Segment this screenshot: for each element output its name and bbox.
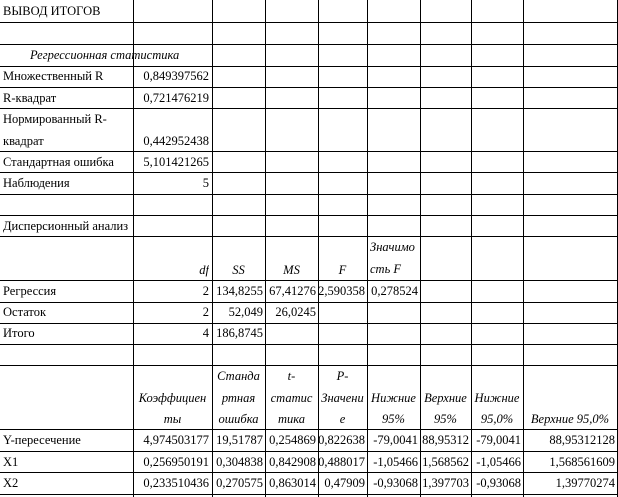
coef-header: Станда xyxy=(217,370,260,383)
anova-title: Дисперсионный анализ xyxy=(3,220,129,233)
coef-header: тика xyxy=(277,413,306,426)
coef-cell: -79,0041 xyxy=(476,434,521,447)
stat-value: 0,442952438 xyxy=(143,135,209,148)
grid-line xyxy=(0,215,618,216)
stat-label: Множественный R xyxy=(3,70,104,83)
coef-cell: 19,51787 xyxy=(216,434,263,447)
grid-line xyxy=(0,44,618,45)
coef-cell: 1,568562 xyxy=(422,456,469,469)
coef-header: t- xyxy=(287,370,296,383)
coef-cell: -0,93068 xyxy=(476,477,521,490)
anova-header-ms: MS xyxy=(283,264,300,277)
coef-cell: 88,95312128 xyxy=(549,434,615,447)
grid-line xyxy=(0,344,618,345)
grid-line xyxy=(0,323,618,324)
coef-cell: -1,05466 xyxy=(373,456,418,469)
stat-value: 0,849397562 xyxy=(143,70,209,83)
grid-line xyxy=(0,365,618,366)
regression-stats-header: Регрессионная статистика xyxy=(30,49,180,62)
coef-cell: 0,488017 xyxy=(318,456,365,469)
coef-header: Нижние xyxy=(474,392,520,405)
anova-cell: 2 xyxy=(202,285,209,298)
coef-header: ошибка xyxy=(218,413,259,426)
anova-row-label: Остаток xyxy=(3,306,47,319)
anova-cell: 134,8255 xyxy=(216,285,263,298)
coef-header: ты xyxy=(163,413,182,426)
anova-header-significance: сть F xyxy=(370,263,402,276)
coef-cell: -0,93068 xyxy=(373,477,418,490)
coef-header: 95% xyxy=(434,413,457,426)
grid-line xyxy=(0,302,618,303)
coef-cell: 4,974503177 xyxy=(143,434,209,447)
coef-cell: 0,47909 xyxy=(324,477,365,490)
grid-line xyxy=(0,151,618,152)
coef-header: 95,0% xyxy=(480,413,514,426)
anova-cell: 186,8745 xyxy=(216,327,263,340)
coef-header: Верхние xyxy=(424,392,467,405)
anova-cell: 26,0245 xyxy=(275,306,316,319)
coef-header: статис xyxy=(270,392,313,405)
stat-label: R-квадрат xyxy=(3,92,57,105)
grid-line xyxy=(0,22,618,23)
grid-line xyxy=(0,472,618,473)
coef-cell: 0,256950191 xyxy=(143,456,209,469)
stat-value: 5,101421265 xyxy=(143,156,209,169)
coef-header: Нижние xyxy=(371,392,416,405)
grid-line xyxy=(0,280,618,281)
anova-cell: 2 xyxy=(202,306,209,319)
coef-cell: 0,304838 xyxy=(216,456,263,469)
grid-line xyxy=(0,429,618,430)
grid-line xyxy=(0,194,618,195)
grid-line xyxy=(0,87,618,88)
coef-cell: 0,842908 xyxy=(269,456,316,469)
coef-cell: 0,254869 xyxy=(269,434,316,447)
coef-cell: 0,233510436 xyxy=(143,477,209,490)
stat-label: Наблюдения xyxy=(3,177,70,190)
coef-cell: 1,568561609 xyxy=(549,456,615,469)
anova-row-label: Итого xyxy=(3,327,35,340)
grid-line xyxy=(0,236,618,237)
coef-row-label: Y-пересечение xyxy=(3,434,81,447)
coef-row-label: X1 xyxy=(3,456,19,469)
coef-cell: 1,39770274 xyxy=(555,477,615,490)
coef-cell: 0,270575 xyxy=(216,477,263,490)
stat-value: 5 xyxy=(202,177,209,190)
stat-label: Нормированный R- xyxy=(3,113,107,126)
coef-header: ртная xyxy=(221,392,256,405)
anova-header-significance: Значимо xyxy=(370,241,415,254)
anova-header-df: df xyxy=(199,264,209,277)
anova-cell: 0,278524 xyxy=(371,285,418,298)
grid-line xyxy=(0,451,618,452)
stat-label: Стандартная ошибка xyxy=(3,156,114,169)
coef-cell: 0,863014 xyxy=(269,477,316,490)
coef-header: P- xyxy=(336,370,349,383)
grid-line xyxy=(0,172,618,173)
coef-header: Значени xyxy=(321,392,364,405)
anova-header-f: F xyxy=(338,264,347,277)
anova-cell: 4 xyxy=(202,327,209,340)
coef-cell: -1,05466 xyxy=(476,456,521,469)
coef-cell: 0,822638 xyxy=(318,434,365,447)
coef-row-label: X2 xyxy=(3,477,19,490)
grid-line xyxy=(0,66,618,67)
coef-cell: -79,0041 xyxy=(373,434,418,447)
grid-line xyxy=(0,108,618,109)
coef-cell: 88,95312 xyxy=(422,434,469,447)
coef-header: Верхние 95,0% xyxy=(530,413,610,426)
anova-cell: 52,049 xyxy=(228,306,263,319)
anova-header-ss: SS xyxy=(232,264,245,277)
anova-cell: 67,41276 xyxy=(269,285,316,298)
coef-header: е xyxy=(339,413,346,426)
anova-cell: 2,590358 xyxy=(318,285,365,298)
stat-value: 0,721476219 xyxy=(143,92,209,105)
coef-cell: 1,397703 xyxy=(422,477,469,490)
grid-line xyxy=(0,494,618,495)
coef-header: 95% xyxy=(382,413,405,426)
stat-label: квадрат xyxy=(3,135,44,148)
report-title: ВЫВОД ИТОГОВ xyxy=(3,5,101,18)
coef-header: Коэффициен xyxy=(138,392,207,405)
anova-row-label: Регрессия xyxy=(3,285,57,298)
